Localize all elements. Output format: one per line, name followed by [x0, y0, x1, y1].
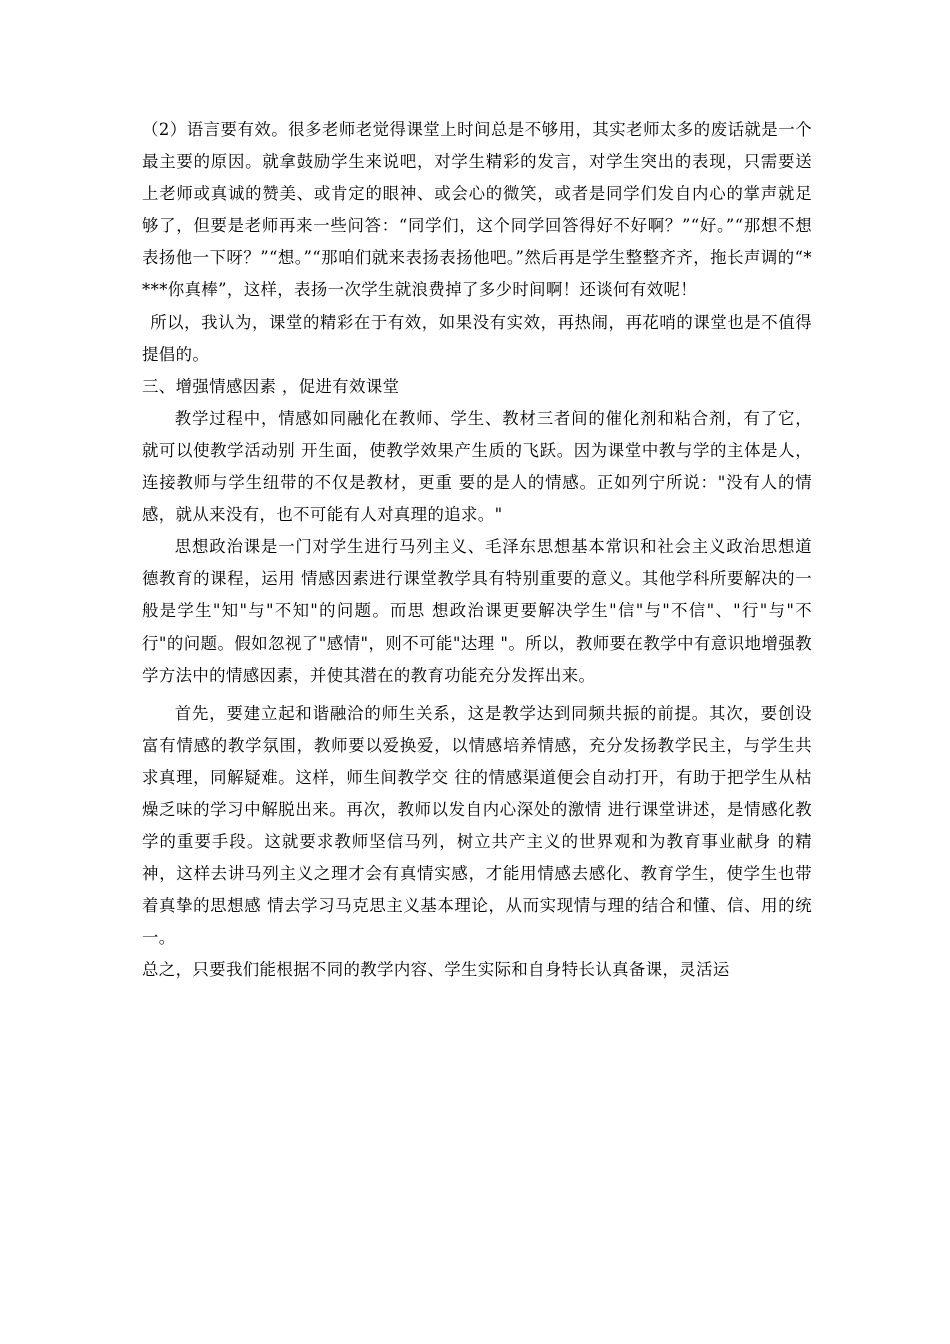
paragraph-conclusion-effectiveness: 所以，我认为，课堂的精彩在于有效，如果没有实效，再热闹，再花哨的课堂也是不值得提倡的。 [142, 312, 812, 364]
paragraph-emotion-in-teaching: 教学过程中，情感如同融化在教师、学生、教材三者间的催化剂和粘合剂，有了它，就可以使教学活动别 开生面，使教学效果产生质的飞跃。因为课堂中教与学的主体是人，连接教师与学生纽带的不仅是教材，更重 要的是人的情感。正如列宁所说："没有人的情感，就从来没有，也不可能有人对真理的追求。" [142, 408, 812, 525]
paragraph-summary: 总之，只要我们能根据不同的教学内容、学生实际和自身特长认真备课，灵活运 [142, 960, 730, 980]
paragraph-teacher-student-relation: 首先，要建立起和谐融洽的师生关系，这是教学达到同频共振的前提。其次，要创设富有情感的教学氛围，教师要以爱换爱，以情感培养情感，充分发扬教学民主，与学生共求真理，同解疑难。这样，师生间教学交 往的情感渠道便会自动打开，有助于把学生从枯燥乏味的学习中解脱出来。再次，教师以发自内心深处的激情 进行课堂讲述，是情感化教学的重要手段。这就要求教师坚信马列，树立共产主义的世界观和为教育事业献身 的精神，这样去讲马列主义之理才会有真情实感，才能用情感去感化、教育学生，使学生也带着真挚的思想感 情去学习马克思主义基本理论，从而实现情与理的结合和懂、信、用的统一。 [142, 703, 812, 948]
document-body [142, 114, 812, 987]
paragraph-language-effectiveness: （2）语言要有效。很多老师老觉得课堂上时间总是不够用，其实老师太多的废话就是一个最主要的原因。就拿鼓励学生来说吧，对学生精彩的发言，对学生突出的表现，只需要送上老师或真诚的赞美、或肯定的眼神、或会心的微笑，或者是同学们发自内心的掌声就足够了，但要是老师再来一些问答：“同学们，这个同学回答得好不好啊？”“好。”“那想不想表扬他一下呀？”“想。”“那咱们就来表扬表扬他吧。”然后再是学生整整齐齐，拖长声调的“****你真棒”，这样，表扬一次学生就浪费掉了多少时间啊！还谈何有效呢！ [142, 120, 812, 300]
section-heading-emotion: 三、增强情感因素 ，促进有效课堂 [142, 376, 400, 396]
paragraph-political-course: 思想政治课是一门对学生进行马列主义、毛泽东思想基本常识和社会主义政治思想道德教育的课程，运用 情感因素进行课堂教学具有特别重要的意义。其他学科所要解决的一般是学生"知"与"不知"的问题。而思 想政治课更要解决学生"信"与"不信"、"行"与"不行"的问题。假如忽视了"感情"，则不可能"达理 "。所以，教师要在教学中有意识地增强教学方法中的情感因素，并使其潜在的教育功能充分发挥出来。 [142, 537, 812, 685]
